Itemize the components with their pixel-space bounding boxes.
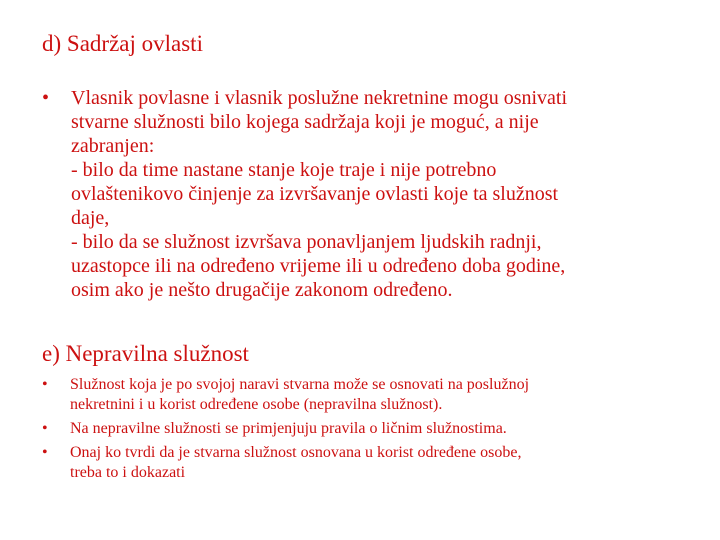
section-d-text: [71, 86, 692, 302]
text-line: daje,: [71, 207, 110, 229]
text-line: ovlaštenikovo činjenje za izvršavanje ovlasti koje ta služnost: [71, 183, 559, 205]
text-line: Onaj ko tvrdi da je stvarna služnost osnovana u korist određene osobe,: [70, 444, 522, 461]
section-d-bullet: [42, 86, 692, 302]
text-line: Vlasnik povlasne i vlasnik poslužne nekretnine mogu osnivati: [71, 87, 568, 109]
text-line: - bilo da se služnost izvršava ponavljanjem ljudskih radnji,: [71, 231, 542, 253]
text-line: Služnost koja je po svojoj naravi stvarna može se osnovati na poslužnoj: [70, 376, 530, 393]
list-item-text: [70, 419, 692, 439]
list-item: [42, 443, 692, 483]
bullet-marker: •: [42, 444, 48, 461]
bullet-marker: •: [42, 87, 50, 109]
list-item-text: [70, 375, 692, 415]
text-line: osim ako je nešto drugačije zakonom određeno.: [71, 279, 453, 301]
list-item: [42, 375, 692, 415]
text-line: uzastopce ili na određeno vrijeme ili u određeno doba godine,: [71, 255, 566, 277]
bullet-marker: •: [42, 420, 48, 437]
text-line: nekretnini i u korist određene osobe (nepravilna služnost).: [70, 396, 443, 413]
section-e-list: [42, 375, 692, 487]
text-line: zabranjen:: [71, 135, 155, 157]
section-d-heading: d) Sadržaj ovlasti: [42, 31, 203, 56]
text-line: stvarne služnosti bilo kojega sadržaja koji je moguć, a nije: [71, 111, 539, 133]
bullet-marker: •: [42, 376, 48, 393]
section-e-heading: e) Nepravilna služnost: [42, 341, 249, 366]
list-item: [42, 419, 692, 439]
list-item-text: [70, 443, 692, 483]
text-line: treba to i dokazati: [70, 464, 186, 481]
text-line: Na nepravilne služnosti se primjenjuju pravila o ličnim služnostima.: [70, 420, 507, 437]
text-line: - bilo da time nastane stanje koje traje i nije potrebno: [71, 159, 497, 181]
